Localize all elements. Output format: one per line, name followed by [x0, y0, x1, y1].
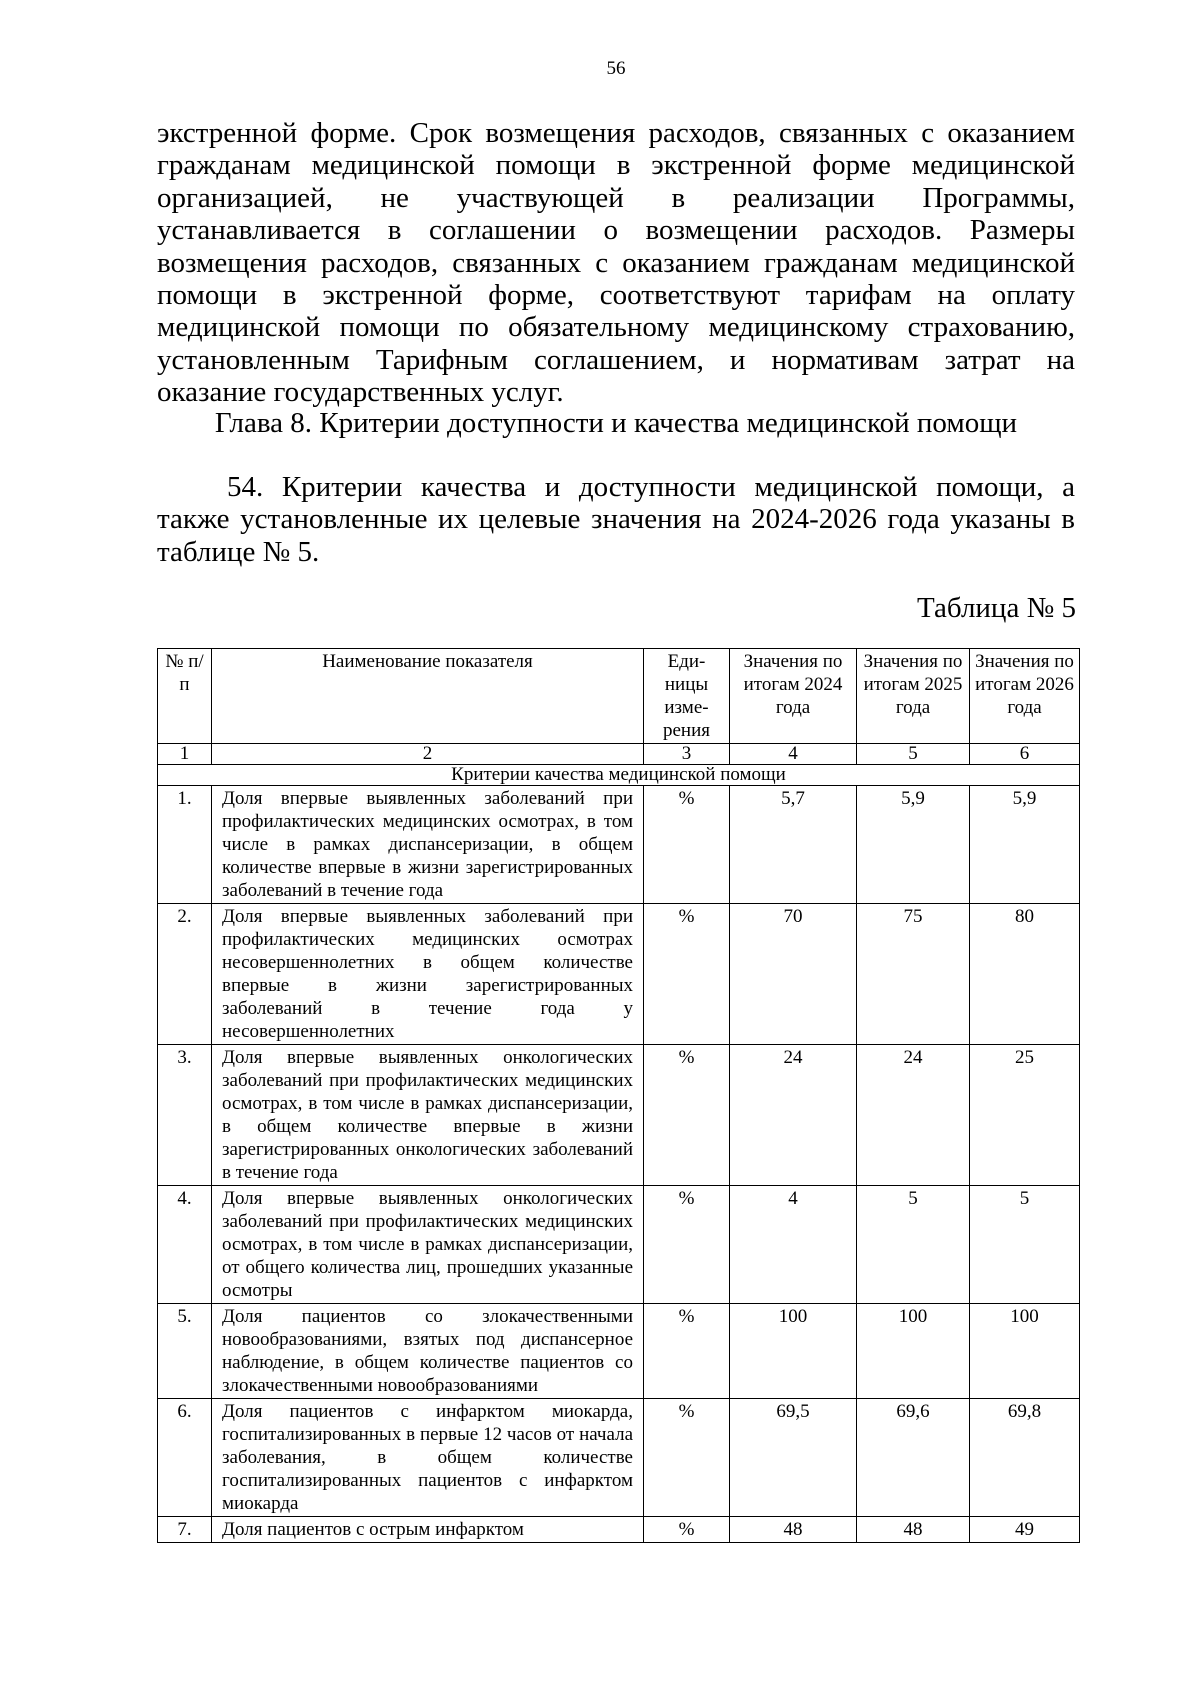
- indicator-name: Доля пациентов с инфарктом миокарда, госпитализированных в первые 12 часов от начала заболевания, в общем количестве госпитализированных пациентов с инфарктом миокарда: [212, 1399, 644, 1517]
- value-2024: 5,7: [730, 786, 857, 904]
- table-caption: Таблица № 5: [917, 592, 1076, 624]
- indicator-name: Доля пациентов с острым инфарктом: [212, 1517, 644, 1543]
- value-2024: 100: [730, 1304, 857, 1399]
- paragraph-intro: экстренной форме. Срок возмещения расходов, связанных с оказанием гражданам медицинской помощи в экстренной форме медицинской организацией, не участвующей в реализации Программы, устанавливается в соглашении о возмещении расходов. Размеры возмещения расходов, связанных с оказанием гражданам медицинской помощи в экстренной форме, соответствуют тарифам на оплату медицинской помощи по обязательному медицинскому страхованию, установленным Тарифным соглашением, и нормативам затрат на оказание государственных услуг.: [157, 117, 1075, 409]
- indicator-name: Доля впервые выявленных заболеваний при профилактических медицинских осмотрах несовершеннолетних в общем количестве впервые в жизни зарегистрированных заболеваний в течение года у несовершеннолетних: [212, 904, 644, 1045]
- header-num: № п/п: [158, 649, 212, 744]
- value-2025: 24: [857, 1045, 970, 1186]
- value-2026: 69,8: [970, 1399, 1080, 1517]
- column-index: 3: [644, 744, 730, 765]
- value-2026: 49: [970, 1517, 1080, 1543]
- value-2026: 100: [970, 1304, 1080, 1399]
- header-unit: Еди-ницы изме-рения: [644, 649, 730, 744]
- table-row: [158, 1045, 1080, 1186]
- chapter-heading: Глава 8. Критерии доступности и качества медицинской помощи: [214, 407, 1018, 439]
- row-number: 6.: [158, 1399, 212, 1517]
- indicator-name: Доля впервые выявленных заболеваний при профилактических медицинских осмотрах, в том числе в рамках диспансеризации, в общем количестве впервые в жизни зарегистрированных заболеваний в течение года: [212, 786, 644, 904]
- table-row: [158, 1517, 1080, 1543]
- column-index: 4: [730, 744, 857, 765]
- value-2024: 48: [730, 1517, 857, 1543]
- value-2025: 5,9: [857, 786, 970, 904]
- table-row: [158, 904, 1080, 1045]
- table-row: [158, 1186, 1080, 1304]
- value-2026: 80: [970, 904, 1080, 1045]
- row-number: 2.: [158, 904, 212, 1045]
- value-2024: 24: [730, 1045, 857, 1186]
- value-2026: 5,9: [970, 786, 1080, 904]
- column-index: 5: [857, 744, 970, 765]
- unit-cell: %: [644, 786, 730, 904]
- page-number: 56: [606, 58, 626, 79]
- unit-cell: %: [644, 1045, 730, 1186]
- indicator-name: Доля пациентов со злокачественными новообразованиями, взятых под диспансерное наблюдение, в общем количестве пациентов со злокачественными новообразованиями: [212, 1304, 644, 1399]
- header-2026: Значения по итогам 2026 года: [970, 649, 1080, 744]
- value-2025: 5: [857, 1186, 970, 1304]
- column-index: 1: [158, 744, 212, 765]
- column-index-row: [158, 744, 1080, 765]
- header-2024: Значения по итогам 2024 года: [730, 649, 857, 744]
- header-name: Наименование показателя: [212, 649, 644, 744]
- column-index: 2: [212, 744, 644, 765]
- value-2026: 25: [970, 1045, 1080, 1186]
- value-2024: 69,5: [730, 1399, 857, 1517]
- unit-cell: %: [644, 1517, 730, 1543]
- row-number: 4.: [158, 1186, 212, 1304]
- header-2025: Значения по итогам 2025 года: [857, 649, 970, 744]
- row-number: 5.: [158, 1304, 212, 1399]
- unit-cell: %: [644, 1304, 730, 1399]
- table-header-row: [158, 649, 1080, 744]
- row-number: 3.: [158, 1045, 212, 1186]
- value-2026: 5: [970, 1186, 1080, 1304]
- value-2024: 70: [730, 904, 857, 1045]
- value-2025: 48: [857, 1517, 970, 1543]
- row-number: 1.: [158, 786, 212, 904]
- table-row: [158, 1304, 1080, 1399]
- unit-cell: %: [644, 904, 730, 1045]
- table-row: [158, 1399, 1080, 1517]
- unit-cell: %: [644, 1399, 730, 1517]
- criteria-table: [157, 648, 1080, 1543]
- row-number: 7.: [158, 1517, 212, 1543]
- value-2024: 4: [730, 1186, 857, 1304]
- table-row: [158, 786, 1080, 904]
- section-title: Критерии качества медицинской помощи: [158, 765, 1080, 786]
- paragraph-criteria: 54. Критерии качества и доступности медицинской помощи, а также установленные их целевые значения на 2024-2026 года указаны в таблице № 5.: [157, 471, 1075, 568]
- indicator-name: Доля впервые выявленных онкологических заболеваний при профилактических медицинских осмотрах, в том числе в рамках диспансеризации, в общем количестве впервые в жизни зарегистрированных онкологических заболеваний в течение года: [212, 1045, 644, 1186]
- section-row: [158, 765, 1080, 786]
- indicator-name: Доля впервые выявленных онкологических заболеваний при профилактических медицинских осмотрах, в том числе в рамках диспансеризации, от общего количества лиц, прошедших указанные осмотры: [212, 1186, 644, 1304]
- value-2025: 75: [857, 904, 970, 1045]
- column-index: 6: [970, 744, 1080, 765]
- value-2025: 69,6: [857, 1399, 970, 1517]
- value-2025: 100: [857, 1304, 970, 1399]
- unit-cell: %: [644, 1186, 730, 1304]
